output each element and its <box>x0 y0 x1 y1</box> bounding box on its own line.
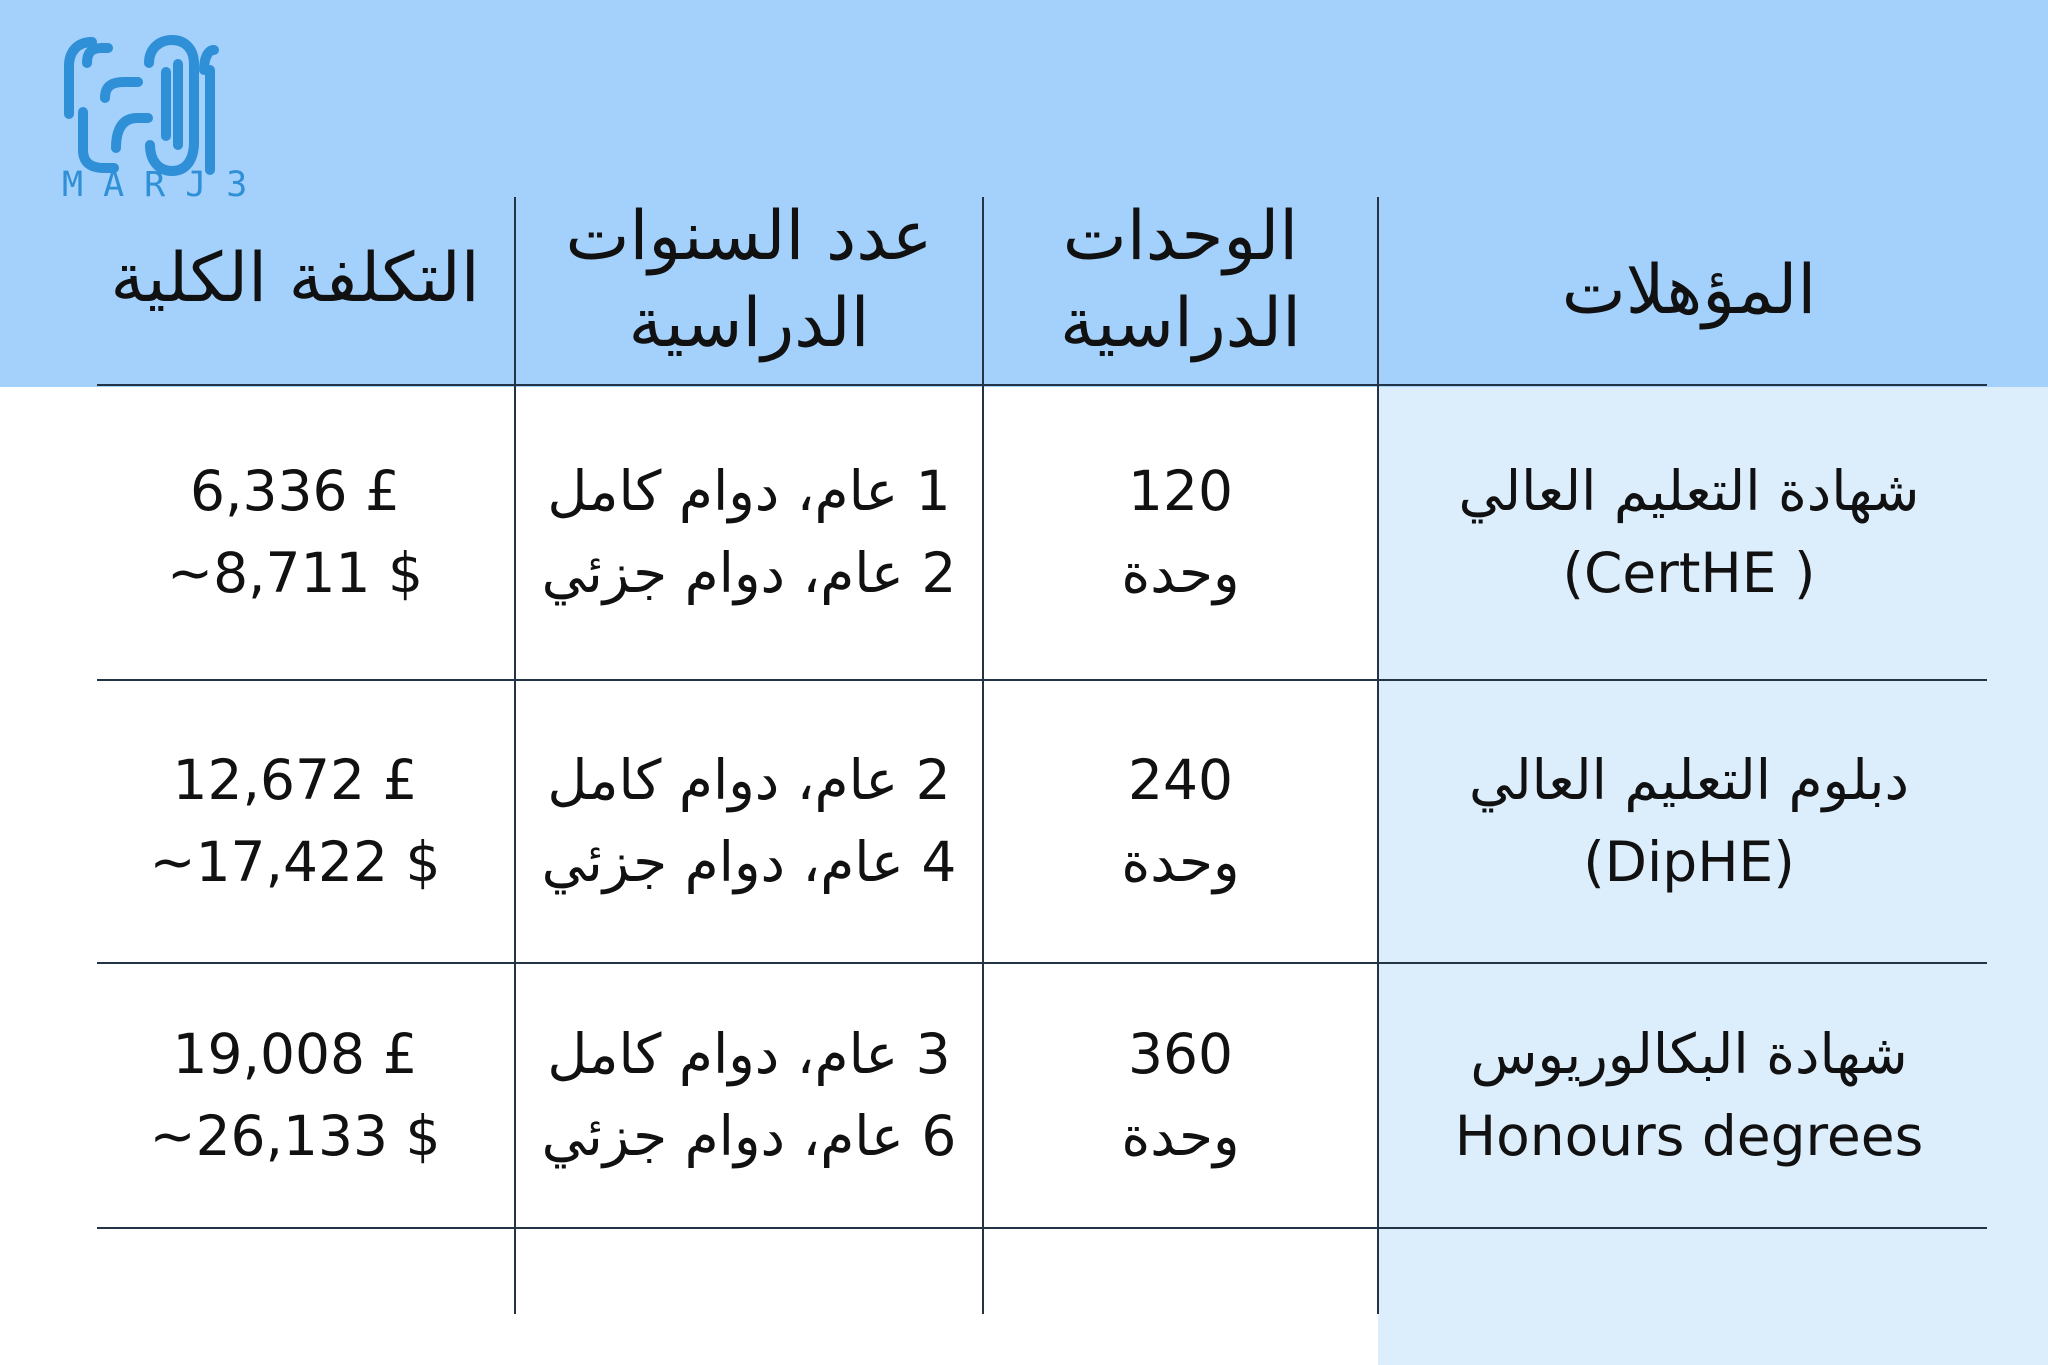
row-3-units <box>984 964 1377 1227</box>
row-2-cost-gbp: 12,672 £ <box>172 748 418 813</box>
row-2-units-value: 240 <box>1128 748 1233 813</box>
row-3-years-part-time: 6 عام، دوام جزئي <box>541 1103 957 1168</box>
row-2-qualification-label <box>1469 740 1909 903</box>
row-3-qualification-label <box>1455 1014 1924 1177</box>
row-1-units-label <box>1121 451 1239 614</box>
header-total-cost-label: التكلفة الكلية <box>110 239 480 319</box>
row-3-cost-gbp: 19,008 £ <box>172 1022 418 1087</box>
row-3-years-full-time: 3 عام، دوام كامل <box>547 1022 951 1087</box>
row-3-cost-usd: ~26,133 $ <box>149 1103 441 1168</box>
header-years-label <box>566 193 933 367</box>
row-2-qualification <box>1378 681 2000 962</box>
row-2-years-part-time: 4 عام، دوام جزئي <box>541 829 957 894</box>
row-3-qualification-arabic: شهادة البكالوريوس <box>1470 1022 1908 1087</box>
row-1-cost-gbp: 6,336 £ <box>190 459 400 524</box>
row-1-cost-usd: ~8,711 $ <box>166 540 423 605</box>
row-1-years-part-time: 2 عام، دوام جزئي <box>541 540 957 605</box>
row-1-qualification-arabic: شهادة التعليم العالي <box>1458 459 1920 524</box>
row-3-qualification <box>1378 964 2000 1227</box>
row-1-cost-label <box>167 451 423 614</box>
table-bottom-divider <box>97 1227 1987 1229</box>
row-3-qualification-english: Honours degrees <box>1454 1103 1924 1168</box>
row-1-years-label <box>542 451 957 614</box>
row-2-cost <box>76 681 514 962</box>
row-1-years-full-time: 1 عام، دوام كامل <box>547 459 951 524</box>
row-2-cost-label <box>149 740 440 903</box>
header-units <box>984 176 1377 384</box>
header-total-cost <box>76 214 514 344</box>
header-years-line-2: الدراسية <box>628 284 870 363</box>
row-1-units-value: 120 <box>1128 459 1233 524</box>
header-units-line-2: الدراسية <box>1060 284 1301 363</box>
row-1-qualification <box>1378 386 2000 679</box>
header-years-line-1: عدد السنوات <box>565 196 933 276</box>
row-2-cost-usd: ~17,422 $ <box>149 829 441 894</box>
header-years <box>516 176 982 384</box>
logo-wordmark: MARJ3 <box>62 165 268 205</box>
row-3-years <box>516 964 982 1227</box>
row-3-cost-label <box>149 1014 440 1177</box>
row-1-cost <box>76 386 514 679</box>
row-2-qualification-english: (DipHE) <box>1583 829 1795 894</box>
header-units-line-1: الوحدات <box>1062 196 1299 276</box>
row-2-units-label <box>1121 740 1239 903</box>
row-2-years <box>516 681 982 962</box>
row-2-years-full-time: 2 عام، دوام كامل <box>547 748 951 813</box>
row-2-units-word: وحدة <box>1121 829 1240 894</box>
row-1-qualification-label <box>1459 451 1920 614</box>
row-2-units <box>984 681 1377 962</box>
row-2-years-label <box>542 740 957 903</box>
row-1-units <box>984 386 1377 679</box>
row-3-units-word: وحدة <box>1121 1103 1240 1168</box>
row-3-units-label <box>1121 1014 1239 1177</box>
row-3-cost <box>76 964 514 1227</box>
row-3-units-value: 360 <box>1128 1022 1233 1087</box>
header-qualifications-label: المؤهلات <box>1561 251 1817 331</box>
row-3-years-label <box>542 1014 957 1177</box>
row-1-units-word: وحدة <box>1121 540 1240 605</box>
row-1-years <box>516 386 982 679</box>
row-2-qualification-arabic: دبلوم التعليم العالي <box>1469 748 1909 813</box>
header-qualifications <box>1378 198 2000 384</box>
row-1-qualification-english: (CertHE ) <box>1562 540 1816 605</box>
header-units-label <box>1060 193 1301 367</box>
